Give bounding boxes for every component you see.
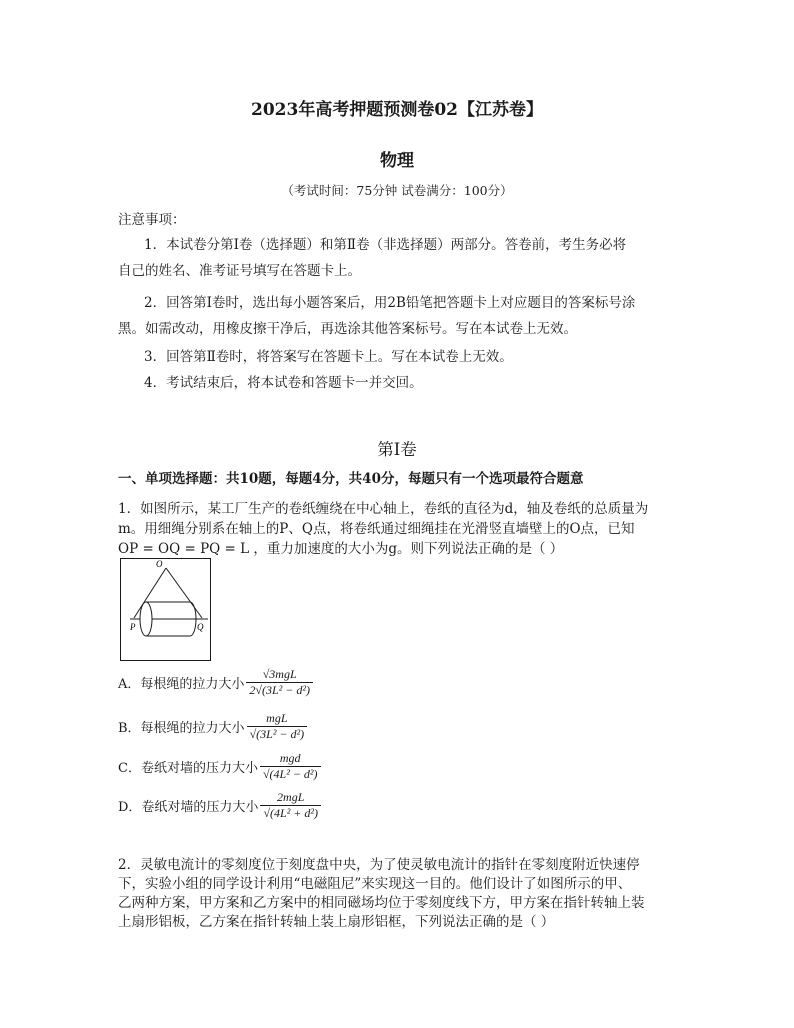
subject-title: 物理	[380, 151, 414, 171]
figure-frame	[121, 559, 211, 661]
q1-option-c-denominator: √(4L² − d²)	[260, 766, 321, 782]
q1-line3: OP = OQ = PQ = L ，重力加速度的大小为g。则下列说法正确的是（ ）	[118, 541, 564, 557]
notice-heading: 注意事项：	[118, 212, 186, 228]
roll-left-end	[140, 602, 152, 636]
q2-line4: 上扇形铝板，乙方案在指针转轴上装上扇形铝框，下列说法正确的是（ ）	[118, 914, 555, 930]
label-o: O	[156, 559, 163, 569]
notice-item-2-line1: 2．回答第Ⅰ卷时，选出每小题答案后，用2B铅笔把答题卡上对应题目的答案标号涂	[144, 295, 636, 311]
q1-option-a[interactable]	[118, 667, 313, 698]
q2-line3: 乙两种方案，甲方案和乙方案中的相同磁场均位于零刻度线下方，甲方案在指针转轴上装	[118, 895, 645, 911]
notice-item-1-line1: 1．本试卷分第Ⅰ卷（选择题）和第Ⅱ卷（非选择题）两部分。答卷前，考生务必将	[144, 237, 627, 253]
notice-item-3: 3．回答第Ⅱ卷时，将答案写在答题卡上。写在本试卷上无效。	[144, 349, 513, 365]
q1-option-b[interactable]	[118, 711, 307, 742]
q1-option-a-fraction	[246, 667, 313, 698]
q1-option-a-text: A．每根绳的拉力大小	[118, 677, 245, 692]
q2-line1: 2．灵敏电流计的零刻度位于刻度盘中央，为了使灵敏电流计的指针在零刻度附近快速停	[118, 857, 640, 873]
part-heading: 一、单项选择题：共10题，每题4分，共40分，每题只有一个选项最符合题意	[118, 471, 584, 487]
notice-item-2-line2: 黑。如需改动，用橡皮擦干净后，再选涂其他答案标号。写在本试卷上无效。	[118, 321, 577, 337]
rope-oq	[166, 568, 202, 618]
q1-option-d-fraction	[260, 790, 321, 821]
q1-option-a-denominator: 2√(3L² − d²)	[246, 682, 313, 698]
exam-title: 2023年高考押题预测卷02【江苏卷】	[251, 100, 543, 120]
q1-option-b-denominator: √(3L² − d²)	[247, 726, 308, 742]
q1-figure	[120, 558, 212, 661]
q1-option-b-text: B．每根绳的拉力大小	[118, 721, 245, 736]
q1-option-d[interactable]	[118, 790, 321, 821]
section-title: 第Ⅰ卷	[377, 440, 417, 459]
q1-option-c[interactable]	[118, 751, 321, 782]
q1-option-d-text: D．卷纸对墙的压力大小	[118, 800, 259, 815]
q1-line2: m。用细绳分别系在轴上的P、Q点，将卷纸通过细绳挂在光滑竖直墙壁上的O点，已知	[118, 521, 635, 537]
q1-option-d-denominator: √(4L² + d²)	[260, 805, 321, 821]
q1-option-c-text: C．卷纸对墙的压力大小	[118, 761, 258, 776]
q1-option-a-numerator: √3mgL	[262, 667, 297, 681]
q2-line2: 下，实验小组的同学设计利用“电磁阻尼”来实现这一目的。他们设计了如图所示的甲、	[118, 876, 632, 892]
q1-line1: 1．如图所示，某工厂生产的卷纸缠绕在中心轴上，卷纸的直径为d，轴及卷纸的总质量为	[118, 501, 649, 517]
q1-option-b-numerator: mgL	[266, 711, 288, 725]
q1-option-d-numerator: 2mgL	[277, 790, 305, 804]
q1-option-b-fraction	[247, 711, 308, 742]
label-q: Q	[197, 622, 204, 632]
q1-option-c-numerator: mgd	[279, 751, 301, 765]
exam-info: （考试时间：75分钟 试卷满分：100分）	[281, 183, 513, 198]
q1-option-c-fraction	[260, 751, 321, 782]
notice-item-4: 4．考试结束后，将本试卷和答题卡一并交回。	[144, 375, 423, 391]
notice-item-1-line2: 自己的姓名、准考证号填写在答题卡上。	[118, 263, 361, 279]
label-p: P	[130, 622, 136, 632]
